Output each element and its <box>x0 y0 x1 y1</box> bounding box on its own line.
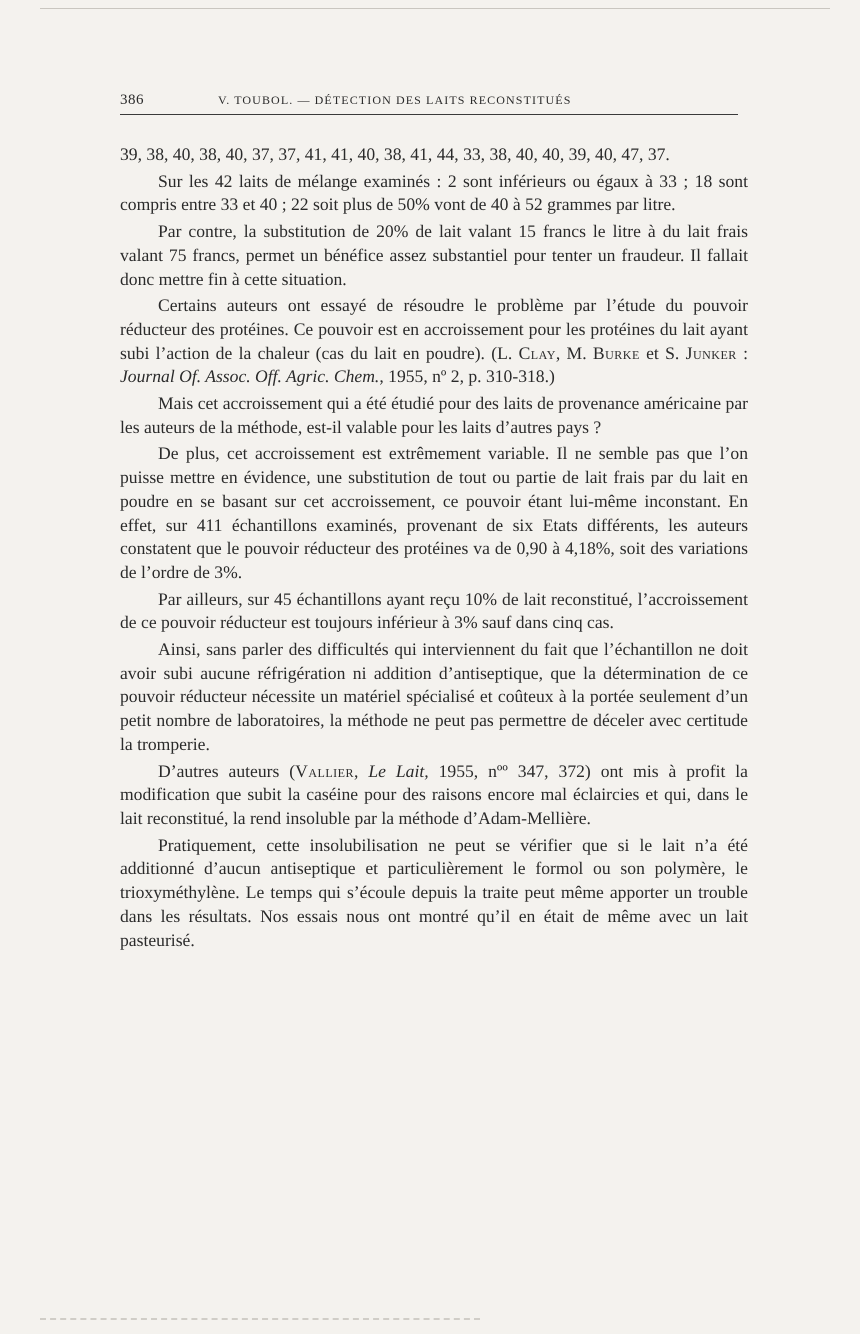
text-segment: et S. <box>639 342 686 363</box>
journal-title: Journal Of. Assoc. Off. Agric. Chem. <box>120 366 380 387</box>
body-text <box>120 143 748 955</box>
paragraph-reconstituted-samples: Par ailleurs, sur 45 échantillons ayant reçu 10% de lait reconstitué, l’accroissement de ce pouvoir réducteur est toujours inférieur à 3% sauf dans cinq cas. <box>120 588 748 633</box>
paragraph-substitution: Par contre, la substitution de 20% de lait valant 15 francs le litre à du lait frais valant 75 francs, permet un bénéfice assez substantiel pour tenter un fraudeur. Il fallait donc mettre fin à cette situation. <box>120 221 748 289</box>
journal-title: Le Lait, <box>368 760 429 781</box>
scan-bottom-marks <box>40 1318 480 1320</box>
paragraph-insolubilisation: Pratiquement, cette insolubilisation ne peut se vérifier que si le lait n’a été additionné d’aucun antiseptique et particulièrement le formol ou son polymère, le trioxyméthylène. Le temps qui s’écoule depuis la traite peut même apporter un trouble dans les résultats. Nos essais nous ont montré qu’il en était de même avec un lait pasteurisé. <box>120 834 748 950</box>
author-name: Clay <box>518 342 556 363</box>
author-name: Junker <box>685 342 737 363</box>
paragraph-values: 39, 38, 40, 38, 40, 37, 37, 41, 41, 40, 38, 41, 44, 33, 38, 40, 40, 39, 40, 47, 37. <box>120 144 670 164</box>
scan-edge-line <box>40 8 830 9</box>
paragraph-mixture-results: Sur les 42 laits de mélange examinés : 2 sont inférieurs ou égaux à 33 ; 18 sont compris entre 33 et 40 ; 22 soit plus de 50% vont de 40 à 52 grammes par litre. <box>120 170 748 215</box>
text-segment: Certains auteurs ont essayé de résoudre le problème par l’étude du pouvoir réducteur des protéines. Ce pouvoir est en accroissement pour les protéines du lait ayant subi l’action de la chaleur (cas du lait en poudre). (L. <box>120 295 748 363</box>
text-segment: : <box>736 342 748 363</box>
paragraph-difficulties: Ainsi, sans parler des difficultés qui interviennent du fait que l’échantillon ne doit avoir subi aucune réfrigération ni addition d’antiseptique, que la détermination de ce pouvoir réducteur nécessite un matériel spécialisé et coûteux à la portée seulement d’un petit nombre de laboratoires, la méthode ne peut pas permettre de déceler avec certitude la tromperie. <box>120 639 748 754</box>
text-segment: , <box>354 760 369 781</box>
page-number: 386 <box>120 92 144 108</box>
paragraph-reducing-power <box>120 294 748 389</box>
author-name: Vallier <box>295 760 355 781</box>
paragraph-variability: De plus, cet accroissement est extrêmement variable. Il ne semble pas que l’on puisse mettre en évidence, une substitution de tout ou partie de lait frais par du lait en poudre en se basant sur cet accroissement, ce pouvoir étant lui-même inconstant. En effet, sur 411 échantillons examinés, provenant de six Etats différents, les auteurs constatent que le pouvoir réducteur des protéines va de 0,90 à 4,18%, soit des variations de l’ordre de 3%. <box>120 443 748 582</box>
page-header <box>120 90 738 115</box>
text-segment: , M. <box>555 342 593 363</box>
paragraph-casein <box>120 760 748 831</box>
text-segment: 1955, nºº 347, 372) ont mis à profit la modification que subit la caséine pour des raisons encore mal éclaircies et qui, dans le lait reconstitué, la rend insoluble par la méthode d’Adam-Mellière. <box>120 760 748 828</box>
author-name: Burke <box>592 342 640 363</box>
text-segment: , 1955, nº 2, p. 310-318.) <box>379 366 555 387</box>
running-head: V. TOUBOL. — DÉTECTION DES LAITS RECONSTITUÉS <box>218 93 572 107</box>
paragraph-american-milk: Mais cet accroissement qui a été étudié pour des laits de provenance américaine par les auteurs de la méthode, est-il valable pour les laits d’autres pays ? <box>120 393 748 437</box>
text-segment: D’autres auteurs ( <box>158 760 296 781</box>
